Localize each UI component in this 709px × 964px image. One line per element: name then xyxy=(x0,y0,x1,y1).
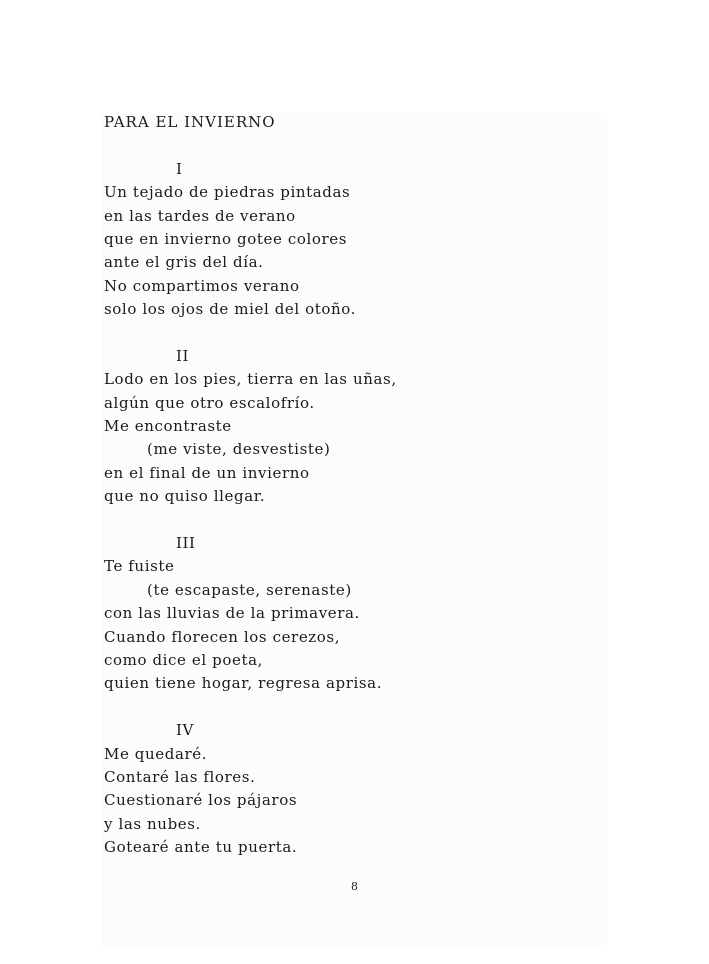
poem-line: Me quedaré. xyxy=(104,744,208,763)
poem-section xyxy=(104,345,604,509)
poem-line: Cuando florecen los cerezos, xyxy=(104,627,341,646)
section-number: II xyxy=(176,346,190,365)
page-number-label: 8 xyxy=(351,880,358,893)
poem-line: Un tejado de piedras pintadas xyxy=(104,183,351,202)
page-number xyxy=(0,880,709,893)
poem-line: Te fuiste xyxy=(104,557,175,576)
poem-line: (me viste, desvestiste) xyxy=(147,440,331,459)
poem-section xyxy=(104,719,604,859)
poem-line: (te escapaste, serenaste) xyxy=(147,580,352,599)
stanza-gap xyxy=(104,509,604,532)
poem-line: en el final de un invierno xyxy=(104,463,310,482)
stanza-gap xyxy=(104,134,604,157)
poem-line: ante el gris del día. xyxy=(104,253,264,272)
poem-line: y las nubes. xyxy=(104,814,201,833)
poem-line: Lodo en los pies, tierra en las uñas, xyxy=(104,370,397,389)
poem-line: en las tardes de verano xyxy=(104,206,296,225)
poem-line: que en invierno gotee colores xyxy=(104,229,348,248)
poem-line: No compartimos verano xyxy=(104,276,300,295)
poem-section xyxy=(104,532,604,696)
poem-line: Cuestionaré los pájaros xyxy=(104,791,298,810)
poem-line: algún que otro escalofrío. xyxy=(104,393,315,412)
poem-title: PARA EL INVIERNO xyxy=(104,113,276,131)
poem xyxy=(104,111,604,860)
section-number: III xyxy=(176,534,196,553)
poem-line: Contaré las flores. xyxy=(104,767,256,786)
stanza-gap xyxy=(104,696,604,719)
section-number: I xyxy=(176,159,183,178)
poem-line: Me encontraste xyxy=(104,417,232,436)
section-number: IV xyxy=(176,721,194,740)
poem-line: que no quiso llegar. xyxy=(104,487,266,506)
poem-section xyxy=(104,158,604,322)
stanza-gap xyxy=(104,322,604,345)
poem-line: como dice el poeta, xyxy=(104,650,263,669)
poem-line: quien tiene hogar, regresa aprisa. xyxy=(104,674,383,693)
poem-line: Gotearé ante tu puerta. xyxy=(104,838,298,857)
poem-line: solo los ojos de miel del otoño. xyxy=(104,300,357,319)
poem-sections xyxy=(104,158,604,860)
poem-line: con las lluvias de la primavera. xyxy=(104,604,360,623)
